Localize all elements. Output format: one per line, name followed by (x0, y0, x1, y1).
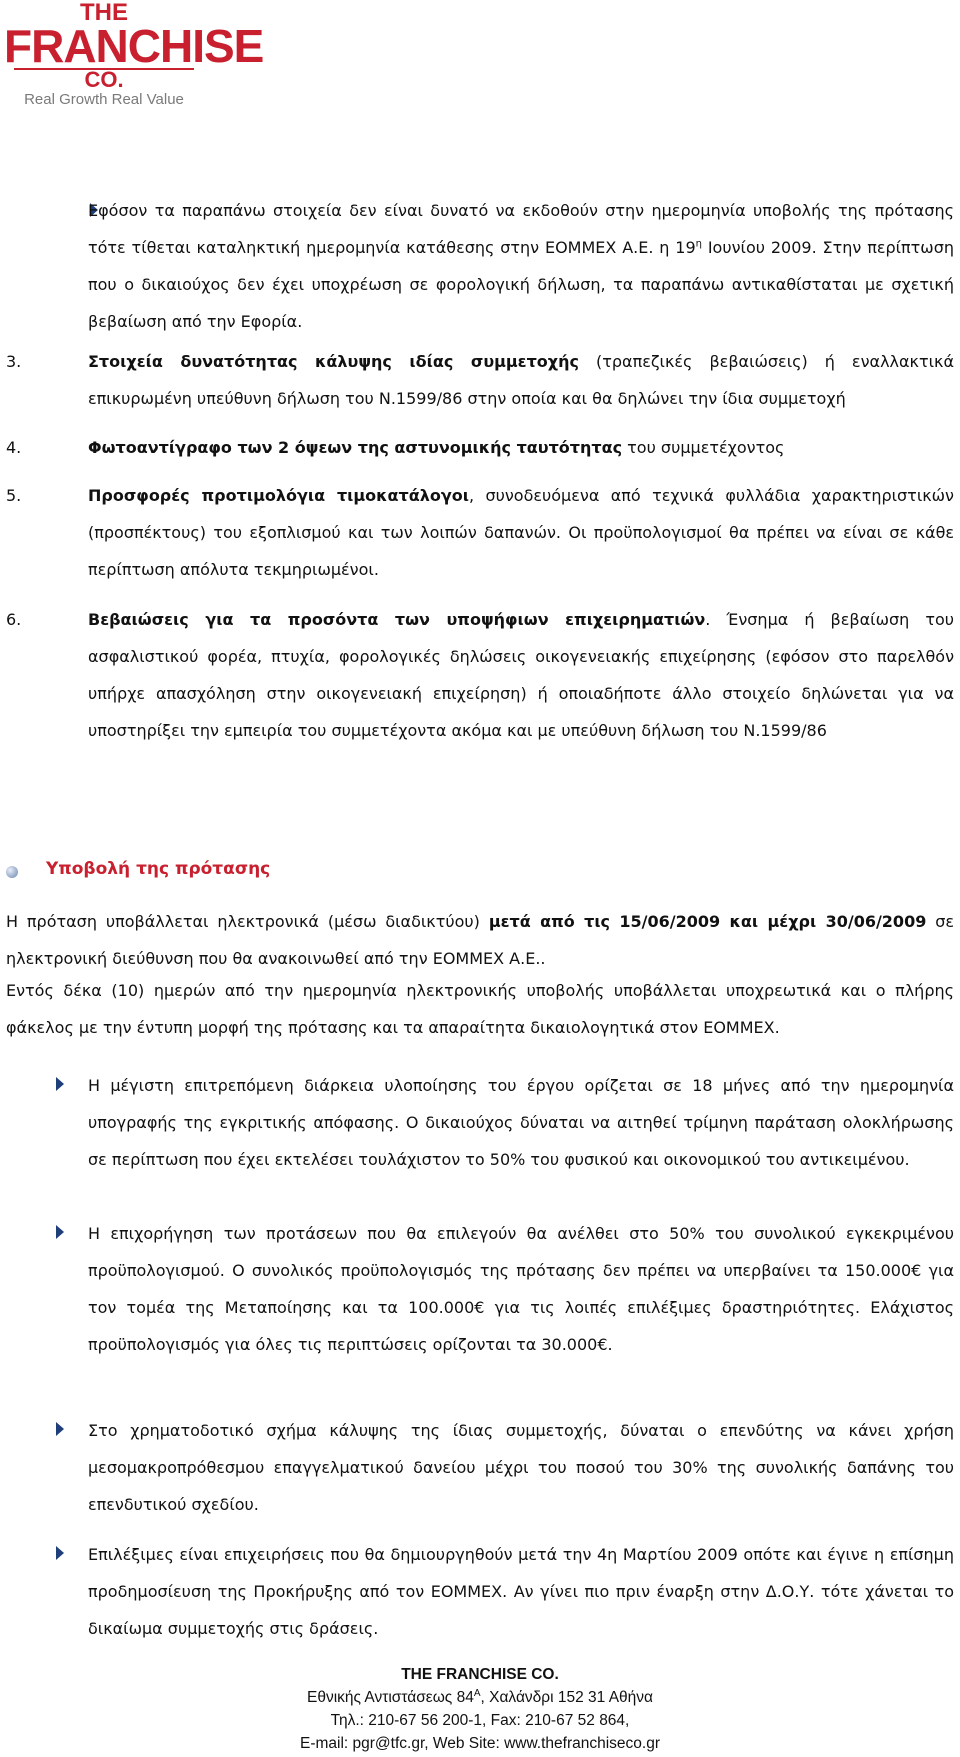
item-number: 3. (6, 352, 22, 371)
item-5-paragraph (88, 477, 954, 588)
footer-phone: Τηλ.: 210-67 56 200-1, Fax: 210-67 52 864, (330, 1712, 630, 1729)
footer-address-part1: Εθνικής Αντιστάσεως 84 (306, 1689, 474, 1706)
intro-text-part1: Εφόσον τα παραπάνω στοιχεία δεν είναι δυνατό να εκδοθούν στην ημερομηνία υποβολής της πρότασης τότε τίθεται καταληκτική ημερομηνία κατάθεσης στην ΕΟΜΜΕΧ Α.Ε. η 19 (88, 201, 954, 257)
item-lead: Βεβαιώσεις για τα προσόντα των υποψήφιων επιχειρηματιών (88, 610, 706, 629)
submission-paragraph-2: Εντός δέκα (10) ημερών από την ημερομηνία ηλεκτρονικής υποβολής υποβάλλεται υποχρεωτικά και ο πλήρης φάκελος με την έντυπη μορφή της πρότασης και τα απαραίτητα δικαιολογητικά στον ΕΟΜΜΕΧ. (6, 981, 954, 1037)
intro-bullet-paragraph (88, 192, 954, 340)
logo-line-the: THE (80, 0, 128, 26)
intro-sup: η (695, 238, 702, 250)
item-number: 4. (6, 438, 22, 457)
footer-company: THE FRANCHISE CO. (401, 1666, 559, 1683)
submission-dates: μετά από τις 15/06/2009 και μέχρι 30/06/2009 (488, 912, 927, 931)
item-lead: Στοιχεία δυνατότητας κάλυψης ιδίας συμμετοχής (88, 352, 579, 371)
bullet-paragraph: Στο χρηματοδοτικό σχήμα κάλυψης της ίδιας συμμετοχής, δύναται ο επενδύτης να κάνει χρήση μεσομακροπρόθεσμου επαγγελματικού δανείου μέχρι του ποσού του 30% της συνολικής δαπάνης του επενδυτικού σχεδίου. (88, 1421, 954, 1514)
item-text: (τραπεζικές βεβαιώσεις) ή εναλλακτικά επικυρωμένη υπεύθυνη δήλωση του Ν.1599/86 στην οποία και θα δηλώνει την ίδια συμμετοχή (88, 352, 954, 408)
section-title: Υποβολή της πρότασης (46, 859, 271, 879)
intro-text-part2: Ιουνίου 2009. Στην περίπτωση που ο δικαιούχος δεν έχει υποχρέωση σε φορολογική δήλωση, τα παραπάνω αντικαθίσταται με σχετική βεβαίωση από την Εφορία. (88, 238, 954, 331)
bullet-paragraph: Η επιχορήγηση των προτάσεων που θα επιλεγούν θα ανέλθει στο 50% του συνολικού εγκεκριμένου προϋπολογισμού. Ο συνολικός προϋπολογισμός της πρότασης δεν πρέπει να υπερβαίνει τα 150.000€ για τον τομέα της Μεταποίησης και τα 100.000€ για τις λοιπές επιλέξιμες δραστηριότητες. Ελάχιστος προϋπολογισμός για όλες τις περιπτώσεις ορίζονται τα 30.000€. (88, 1224, 954, 1354)
logo-line-co: CO. (14, 68, 194, 90)
section-bullet-icon (6, 866, 18, 878)
bullet-arrow-icon (56, 1422, 64, 1436)
submission-text-part1: Η πρόταση υποβάλλεται ηλεκτρονικά (μέσω διαδικτύου) (6, 912, 489, 931)
item-lead: Φωτοαντίγραφο των 2 όψεων της αστυνομικής ταυτότητας (88, 438, 623, 457)
submission-paragraph-1 (6, 903, 954, 977)
item-lead: Προσφορές προτιμολόγια τιμοκατάλογοι (88, 486, 469, 505)
item-number: 6. (6, 610, 22, 629)
logo-tagline: Real Growth Real Value (24, 91, 184, 108)
page-footer (0, 1663, 960, 1755)
bullet-arrow-icon (56, 1225, 64, 1239)
footer-address-sup: Α (473, 1687, 481, 1699)
bullet-paragraph: Επιλέξιμες είναι επιχειρήσεις που θα δημιουργηθούν μετά την 4η Μαρτίου 2009 οπότε και έγινε η επίσημη προδημοσίευση της Προκήρυξης από τον ΕΟΜΜΕΧ. Αν γίνει πιο πριν έναρξη στην Δ.Ο.Υ. τότε χάνεται το δικαίωμα συμμετοχής στις δράσεις. (88, 1545, 954, 1638)
footer-web: E-mail: pgr@tfc.gr, Web Site: www.thefranchiseco.gr (299, 1735, 661, 1752)
item-4-paragraph (88, 429, 954, 466)
item-6-paragraph (88, 601, 954, 749)
company-logo (4, 0, 264, 110)
bullet-arrow-icon (56, 1077, 64, 1091)
logo-line-franchise: FRANCHISE (4, 20, 264, 72)
item-text: του συμμετέχοντος (622, 438, 785, 457)
footer-address-part2: , Χαλάνδρι 152 31 Αθήνα (480, 1689, 653, 1706)
footer-address (0, 1686, 960, 1709)
item-text: , συνοδευόμενα από τεχνικά φυλλάδια χαρακτηριστικών (προσπέκτους) του εξοπλισμού και των λοιπών δαπανών. Οι προϋπολογισμοί θα πρέπει να είναι σε κάθε περίπτωση απόλυτα τεκμηριωμένοι. (88, 486, 954, 579)
bullet-arrow-icon (56, 1546, 64, 1560)
bullet-paragraph: Η μέγιστη επιτρεπόμενη διάρκεια υλοποίησης του έργου ορίζεται σε 18 μήνες από την ημερομηνία υπογραφής της εγκριτικής απόφασης. Ο δικαιούχος δύναται να αιτηθεί τρίμηνη παράταση ολοκλήρωσης σε περίπτωση που έχει εκτελέσει τουλάχιστον το 50% του φυσικού και οικονομικού του αντικειμένου. (88, 1076, 954, 1169)
item-3-paragraph (88, 343, 954, 417)
submission-text-part2: σε ηλεκτρονική διεύθυνση που θα ανακοινωθεί από την ΕΟΜΜΕΧ Α.Ε.. (6, 912, 955, 968)
item-number: 5. (6, 486, 22, 505)
item-text: . Ένσημα ή βεβαίωση του ασφαλιστικού φορέα, πτυχία, φορολογικές δηλώσεις οικογενειακής επιχείρησης (εφόσον στο παρελθόν υπήρχε απασχόληση στην οικογενειακή επιχείρηση) ή οποιαδήποτε άλλο στοιχείο δηλώνεται για να υποστηρίξει την εμπειρία του συμμετέχοντα ακόμα και με υπεύθυνη δήλωση του Ν.1599/86 (88, 610, 955, 740)
